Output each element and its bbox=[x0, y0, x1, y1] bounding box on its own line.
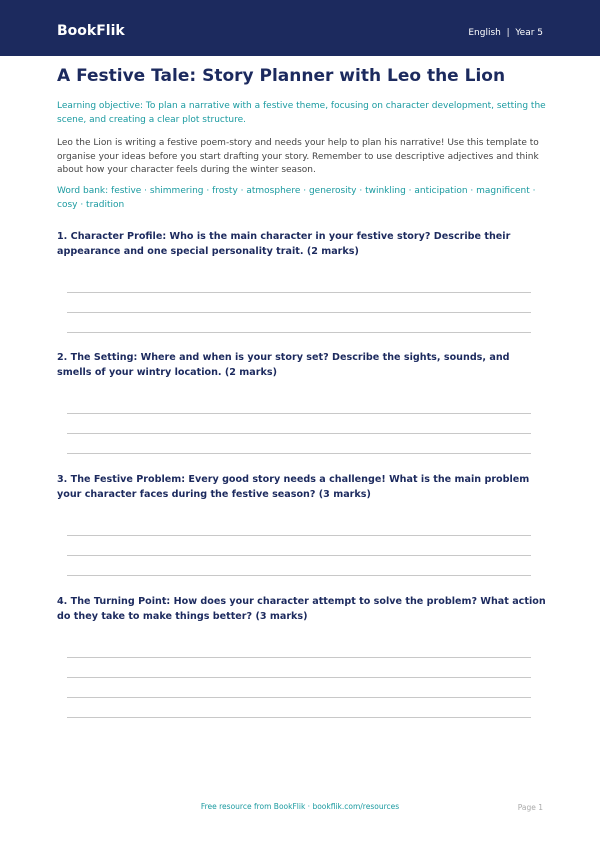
question-4-text: 4. The Turning Point: How does your character attempt to solve the problem? What action do they take to make things better? (3 marks) bbox=[57, 596, 546, 622]
subject-year-label: English | Year 5 bbox=[468, 28, 543, 38]
learning-objective: Learning objective: To plan a narrative with a festive theme, focusing on character development, setting the scene, and creating a clear plot structure. bbox=[57, 101, 546, 125]
page-title: A Festive Tale: Story Planner with Leo the Lion bbox=[57, 66, 506, 86]
brand-logo[interactable]: BookFlik bbox=[57, 23, 125, 39]
question-2-text: 2. The Setting: Where and when is your story set? Describe the sights, sounds, and smells of your wintry location. (2 marks) bbox=[57, 352, 510, 378]
answer-line[interactable] bbox=[67, 312, 531, 313]
intro-paragraph: Leo the Lion is writing a festive poem-story and needs your help to plan his narrative! Use this template to organise your ideas before you start drafting your story. Remember to use descriptive adjectives and think about how your character feels during the winter season. bbox=[57, 138, 539, 175]
answer-line[interactable] bbox=[67, 413, 531, 414]
answer-line[interactable] bbox=[67, 677, 531, 678]
answer-line[interactable] bbox=[67, 535, 531, 536]
footer-link[interactable]: Free resource from BookFlik · bookflik.com/resources bbox=[200, 802, 400, 811]
answer-line[interactable] bbox=[67, 575, 531, 576]
answer-line[interactable] bbox=[67, 433, 531, 434]
answer-line[interactable] bbox=[67, 697, 531, 698]
question-3-text: 3. The Festive Problem: Every good story needs a challenge! What is the main problem your character faces during the festive season? (3 marks) bbox=[57, 474, 530, 500]
answer-line[interactable] bbox=[67, 453, 531, 454]
question-2 bbox=[57, 351, 547, 380]
answer-line[interactable] bbox=[67, 292, 531, 293]
answer-line[interactable] bbox=[67, 332, 531, 333]
question-1-text: 1. Character Profile: Who is the main character in your festive story? Describe their appearance and one special personality trait. (2 marks) bbox=[57, 231, 511, 257]
page-number: Page 1 bbox=[517, 803, 543, 812]
question-1 bbox=[57, 230, 547, 259]
question-3 bbox=[57, 473, 547, 502]
header-bar bbox=[0, 0, 600, 56]
word-bank: Word bank: festive · shimmering · frosty · atmosphere · generosity · twinkling · anticipation · magnificent · cosy · tradition bbox=[57, 186, 536, 210]
answer-line[interactable] bbox=[67, 555, 531, 556]
answer-line[interactable] bbox=[67, 717, 531, 718]
answer-line[interactable] bbox=[67, 657, 531, 658]
question-4 bbox=[57, 595, 547, 624]
